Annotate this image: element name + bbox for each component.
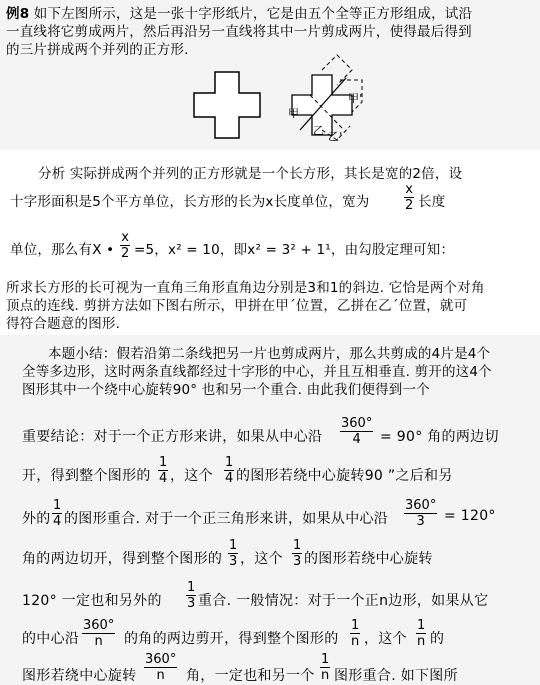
- fraction-1-over-3-a: 1 3: [229, 538, 238, 569]
- result-line-1: 所求长方形的长可视为一直角三角形直角边分别是3和1的斜边. 它恰是两个对角: [6, 280, 485, 296]
- fraction-1-over-3-b: 1 3: [293, 538, 302, 569]
- result-line-2: 顶点的连线. 剪拼方法如下图右所示，甲拼在甲ˊ位置，乙拼在乙ˊ位置，就可: [6, 298, 468, 314]
- fraction-360-over-n-b: 360° n: [145, 652, 177, 683]
- fraction-1-over-n-b: 1 n: [417, 618, 426, 649]
- result-line-3: 得符合题意的图形.: [6, 316, 121, 332]
- conclusion-r7c: 图形重合. 如下图所: [334, 668, 458, 684]
- summary-line-1: 本题小结：假若沿第二条线把另一片也剪成两片，那么共剪成的4片是4个: [48, 346, 491, 362]
- conclusion-r4c: 的图形若绕中心旋转: [304, 551, 433, 567]
- example-intro-3: 的三片拼成两个并列的正方形.: [6, 42, 189, 58]
- example-intro-2: 一直线将它剪成两片，然后再沿另一直线将其中一片剪成两片，使得最后得到: [6, 24, 472, 40]
- fraction-360-over-3: 360° 3: [405, 498, 437, 529]
- conclusion-r6a: 的中心沿: [22, 631, 80, 647]
- conclusion-r3b: 的图形重合. 对于一个正三角形来讲，如果从中心沿: [64, 511, 389, 527]
- fraction-360-over-n-a: 360° n: [83, 618, 115, 649]
- analysis-line-2a: 十字形面积是5个平方单位，长方形的长为x长度单位，宽为: [10, 194, 370, 210]
- fraction-360-over-4: 360° 4: [341, 416, 373, 447]
- example-label: 例8: [6, 6, 30, 22]
- fraction-x-over-2-b: x 2: [121, 230, 130, 261]
- conclusion-r6c: ，这个: [364, 631, 407, 647]
- summary-line-3: 图形其中一个绕中心旋转90° 也和另一个重合. 由此我们便得到一个: [22, 382, 430, 398]
- fraction-1-over-3-c: 1 3: [187, 580, 196, 611]
- label-yi: 乙: [313, 124, 325, 137]
- conclusion-r1b: = 90° 角的两边切: [380, 429, 499, 445]
- conclusion-r2c: 的图形若绕中心旋转90 ”之后和另: [236, 468, 453, 484]
- conclusion-r6b: 的角的两边剪开，得到整个图形的: [124, 631, 339, 647]
- fraction-1-over-n-c: 1 n: [321, 652, 330, 683]
- conclusion-r5a: 120° 一定也和另外的: [22, 593, 162, 609]
- conclusion-r3a: 外的: [22, 511, 51, 527]
- conclusion-r6d: 的: [430, 631, 445, 647]
- example-intro-1: 如下左图所示，这是一张十字形纸片，它是由五个全等正方形组成，试沿: [33, 6, 473, 22]
- conclusion-r2b: ，这个: [170, 468, 213, 484]
- cross-figure: [192, 70, 262, 140]
- analysis-line-2b: 长度: [418, 194, 446, 210]
- conclusion-r7a: 图形若绕中心旋转: [22, 668, 137, 684]
- conclusion-r3c: = 120°: [444, 508, 496, 524]
- fraction-x-over-2: x 2: [405, 182, 414, 213]
- analysis-line-3b: =5，x² = 10，即x² = 3² + 1¹，由勾股定理可知：: [134, 242, 455, 258]
- label-yi-prime: 乙': [328, 130, 343, 143]
- fraction-1-over-n-a: 1 n: [351, 618, 360, 649]
- conclusion-r7b: 角，一定也和另一个: [186, 668, 315, 684]
- label-jia-prime: 甲': [348, 92, 363, 105]
- example-line-1: [6, 2, 472, 22]
- fraction-1-over-4-a: 1 4: [159, 455, 168, 486]
- summary-line-2: 全等多边形，这时两条直线都经过十字形的中心，并且互相垂直. 剪开的这4个: [22, 364, 492, 380]
- conclusion-r5b: 重合. 一般情况：对于一个正n边形，如果从它: [198, 593, 489, 609]
- conclusion-r1a: 重要结论：对于一个正方形来讲，如果从中心沿: [22, 429, 323, 445]
- analysis-line-3a: 单位，那么有X •: [10, 242, 115, 258]
- label-jia: 甲: [288, 107, 300, 120]
- conclusion-r2a: 开，得到整个图形的: [22, 468, 151, 484]
- conclusion-r4a: 角的两边切开，得到整个图形的: [22, 551, 223, 567]
- fraction-1-over-4-c: 1 4: [53, 498, 62, 529]
- fraction-1-over-4-b: 1 4: [225, 455, 234, 486]
- conclusion-r4b: ，这个: [240, 551, 283, 567]
- analysis-line-1: 分析 实际拼成两个并列的正方形就是一个长方形，其长是宽的2倍，设: [38, 166, 463, 182]
